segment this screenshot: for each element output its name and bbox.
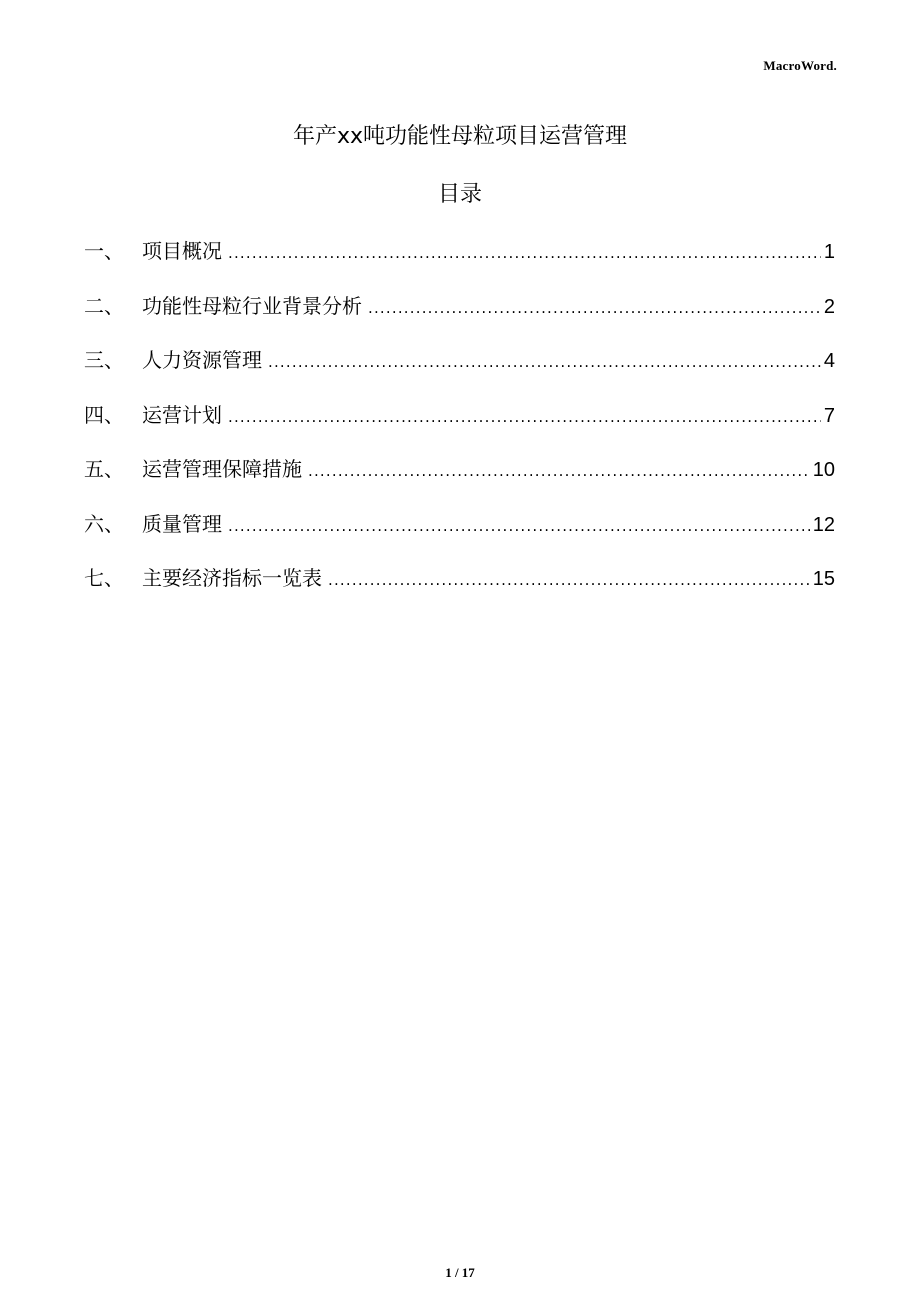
toc-item-number: 五、 — [84, 457, 124, 481]
toc-item-number: 四、 — [84, 402, 124, 427]
toc-item-page: 2 — [823, 295, 835, 318]
table-of-contents — [84, 236, 835, 618]
toc-leader-dots — [228, 511, 810, 541]
toc-item-label: 功能性母粒行业背景分析 — [142, 293, 362, 318]
toc-item-page: 12 — [812, 513, 835, 536]
toc-item-page: 4 — [823, 350, 835, 372]
toc-item-label: 运营管理保障措施 — [142, 457, 302, 481]
toc-leader-dots — [228, 402, 821, 432]
toc-item-label: 项目概况 — [142, 239, 222, 263]
toc-item-5[interactable] — [84, 454, 835, 484]
toc-item-page: 1 — [823, 241, 835, 263]
toc-leader-dots — [368, 293, 821, 323]
toc-item-page: 15 — [812, 568, 835, 590]
toc-item-label: 质量管理 — [142, 511, 222, 536]
toc-item-page: 10 — [812, 459, 835, 481]
toc-leader-dots — [328, 565, 810, 595]
toc-item-3[interactable] — [84, 345, 835, 375]
document-title: 年产xx吨功能性母粒项目运营管理 — [292, 124, 628, 149]
toc-item-label: 运营计划 — [142, 402, 222, 427]
page-indicator: 1 / 17 — [445, 1265, 475, 1280]
toc-item-6[interactable] — [84, 509, 835, 539]
toc-item-number: 一、 — [84, 239, 124, 263]
toc-item-4[interactable] — [84, 400, 835, 430]
toc-item-1[interactable] — [84, 236, 835, 266]
toc-heading: 目录 — [437, 182, 482, 207]
toc-item-page: 7 — [823, 404, 835, 427]
toc-item-number: 三、 — [84, 348, 124, 372]
toc-leader-dots — [308, 456, 810, 486]
toc-item-2[interactable] — [84, 291, 835, 321]
toc-item-label: 人力资源管理 — [142, 348, 262, 372]
toc-leader-dots — [268, 347, 821, 377]
toc-item-number: 七、 — [84, 566, 124, 590]
toc-item-7[interactable] — [84, 563, 835, 593]
toc-item-number: 二、 — [84, 293, 124, 318]
header-brand: MacroWord. — [763, 58, 837, 73]
toc-leader-dots — [228, 238, 821, 268]
toc-item-number: 六、 — [84, 511, 124, 536]
toc-item-label: 主要经济指标一览表 — [142, 566, 322, 590]
